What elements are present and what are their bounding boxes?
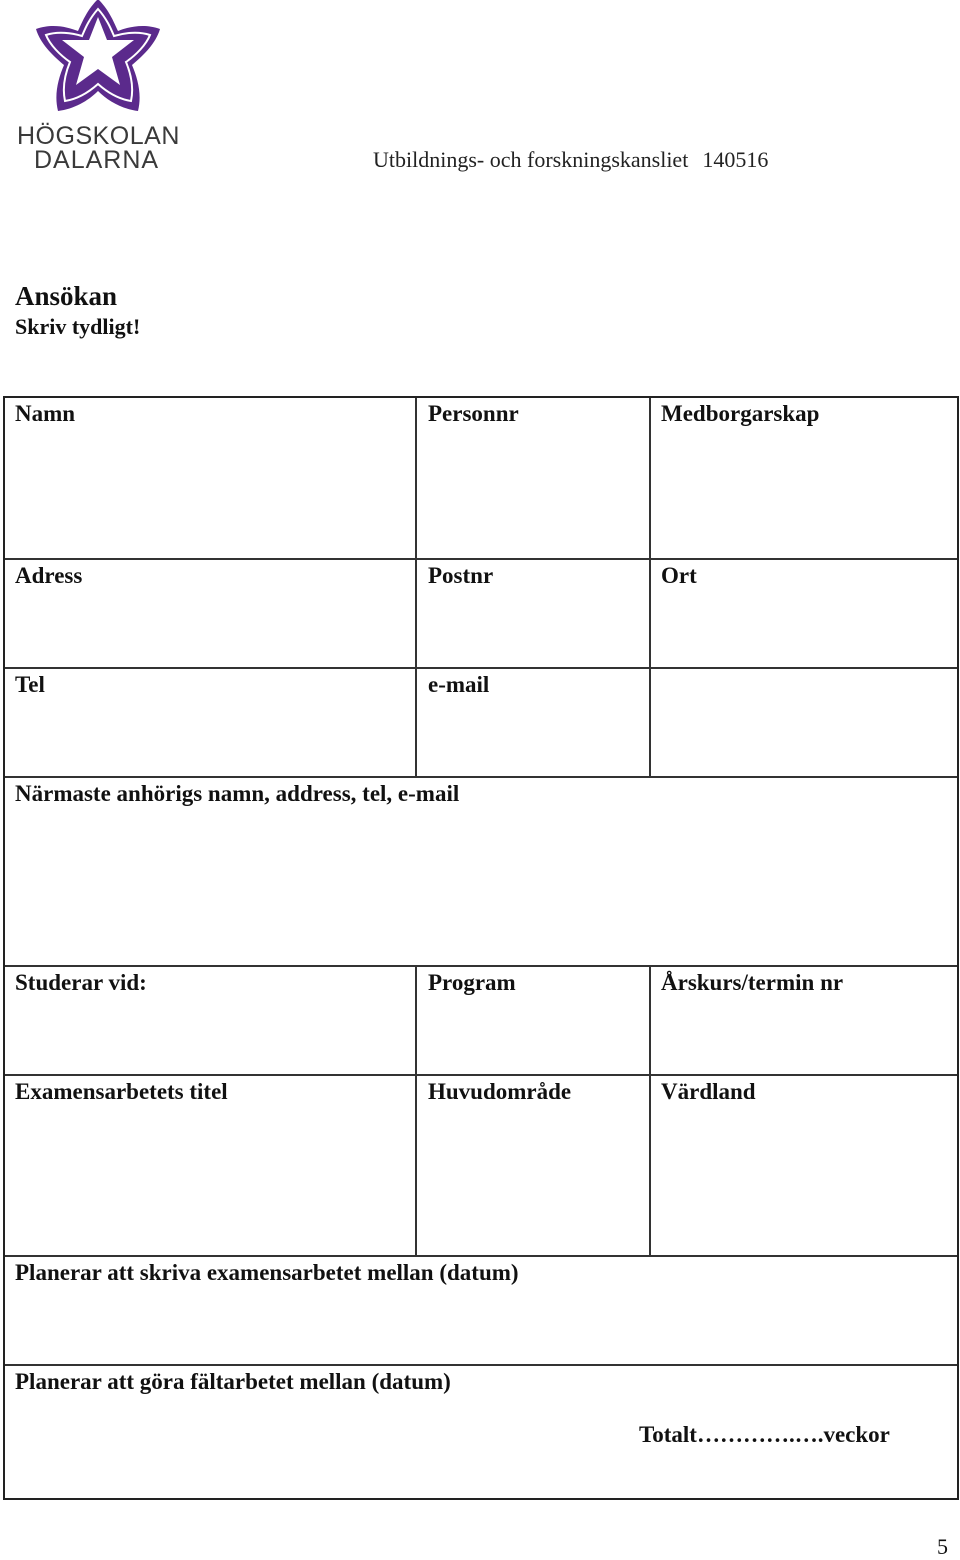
row-divider <box>5 1074 957 1076</box>
column-divider <box>415 965 417 1255</box>
header-line <box>373 147 768 173</box>
column-divider <box>649 965 651 1255</box>
row-divider <box>5 1255 957 1257</box>
field-planerar-skriva[interactable]: Planerar att skriva examensarbetet mellan (datum) <box>15 1260 519 1285</box>
field-program[interactable]: Program <box>428 970 516 995</box>
field-namn[interactable]: Namn <box>15 401 76 426</box>
column-divider <box>649 398 651 776</box>
field-email[interactable]: e-mail <box>428 672 490 697</box>
field-totalt-veckor[interactable]: Totalt………….….veckor <box>639 1422 890 1447</box>
field-postnr[interactable]: Postnr <box>428 563 494 588</box>
field-personnr[interactable]: Personnr <box>428 401 519 426</box>
document-date: 140516 <box>702 147 769 172</box>
field-ort[interactable]: Ort <box>661 563 697 588</box>
field-huvudomrade[interactable]: Huvudområde <box>428 1079 572 1104</box>
row-divider <box>5 558 957 560</box>
logo-text-line2: DALARNA <box>34 146 160 174</box>
field-studerar-vid[interactable]: Studerar vid: <box>15 970 147 995</box>
row-divider <box>5 776 957 778</box>
logo <box>12 0 187 175</box>
field-vardland[interactable]: Värdland <box>661 1079 756 1104</box>
field-adress[interactable]: Adress <box>15 563 83 588</box>
field-tel[interactable]: Tel <box>15 672 45 697</box>
page-title: Ansökan <box>15 281 118 311</box>
field-arskurs[interactable]: Årskurs/termin nr <box>661 970 844 995</box>
application-form <box>3 396 959 1500</box>
star-flower-logo-icon <box>12 0 172 120</box>
logo-text-line1: HÖGSKOLAN <box>17 122 180 150</box>
office-name: Utbildnings- och forskningskansliet <box>373 147 689 172</box>
field-examensarbete-titel[interactable]: Examensarbetets titel <box>15 1079 228 1104</box>
field-anhorig[interactable]: Närmaste anhörigs namn, address, tel, e-mail <box>15 781 460 806</box>
page-number: 5 <box>937 1534 948 1559</box>
page-subtitle: Skriv tydligt! <box>15 314 141 339</box>
field-planerar-faltarbete[interactable]: Planerar att göra fältarbetet mellan (datum) <box>15 1369 451 1394</box>
row-divider <box>5 965 957 967</box>
column-divider <box>415 398 417 776</box>
row-divider <box>5 1364 957 1366</box>
row-divider <box>5 667 957 669</box>
field-medborgarskap[interactable]: Medborgarskap <box>661 401 820 426</box>
